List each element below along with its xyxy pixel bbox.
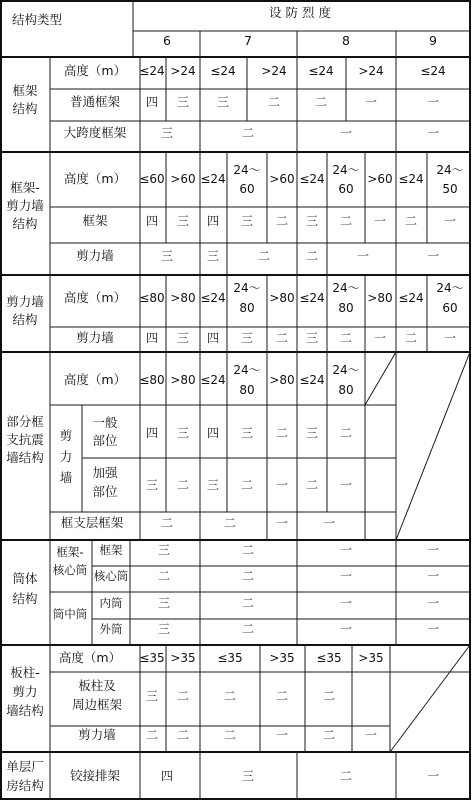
slab-h-0: ≤35 <box>139 651 165 665</box>
sw-g-3: 三 <box>240 331 254 345</box>
single-name-1: 单层厂 <box>6 759 44 774</box>
sw-g-9: 一 <box>443 331 457 345</box>
frame-name-1: 框架 <box>12 83 38 98</box>
slab-col-g-2: 二 <box>223 689 237 703</box>
partial-h-2: ≤24 <box>200 373 226 387</box>
fsw-frame-g-3: 三 <box>240 214 254 228</box>
sw-g-4: 二 <box>275 331 289 345</box>
frame-regular-g-0: 四 <box>145 95 159 109</box>
frame-name-2: 结构 <box>12 101 38 116</box>
slab-wall-g-5: 一 <box>364 728 378 742</box>
tube-g8-2: 一 <box>339 596 353 610</box>
partial-support-g-3: 一 <box>322 516 336 530</box>
tube-g7-1: 二 <box>241 569 255 583</box>
fsw-h-9: >60 <box>367 172 393 186</box>
sw-h-12: 60 <box>442 301 458 315</box>
tube-g7-0: 二 <box>241 543 255 557</box>
fsw-name-2: 剪力墙 <box>6 198 44 213</box>
partial-height-label: 高度（m） <box>63 372 127 387</box>
fsw-sw-g-1: 三 <box>206 249 220 263</box>
partial-general-g-0: 四 <box>145 426 159 440</box>
fsw-frame-g-5: 三 <box>305 214 319 228</box>
partial-general-g-3: 三 <box>240 426 254 440</box>
fsw-h-12: 50 <box>442 182 458 196</box>
partial-support-g-2: 一 <box>275 516 289 530</box>
partial-general-g-4: 二 <box>275 426 289 440</box>
partial-wall-2: 力 <box>59 449 73 464</box>
tube-g9-0: 一 <box>426 543 440 557</box>
fsw-sw-label: 剪力墙 <box>76 248 114 263</box>
partial-general-g-1: 三 <box>176 426 190 440</box>
tube-g8-3: 一 <box>339 622 353 636</box>
header-deg-6: 6 <box>163 33 171 48</box>
single-name-2: 房结构 <box>6 778 44 793</box>
fsw-frame-g-8: 二 <box>404 214 418 228</box>
single-g-0: 四 <box>160 769 174 783</box>
sw-h-7: 24～ <box>332 281 360 295</box>
partial-na-diagonal <box>396 352 470 540</box>
header-deg-8: 8 <box>342 33 350 48</box>
tube-g6-3: 三 <box>157 622 171 636</box>
slab-wall-g-2: 二 <box>223 728 237 742</box>
frame-h-2: ≤24 <box>210 64 236 78</box>
slab-wall-g-4: 二 <box>322 728 336 742</box>
sw-wall-label: 剪力墙 <box>76 330 114 345</box>
tube-g9-3: 一 <box>426 622 440 636</box>
fsw-h-2: ≤24 <box>200 172 226 186</box>
tube-frame-label: 框架 <box>99 543 123 557</box>
tube-fc-1: 框架- <box>56 545 84 559</box>
frame-largespan-label: 大跨度框架 <box>63 125 127 140</box>
slab-na-diagonal <box>390 645 470 752</box>
partial-support-g-1: 二 <box>223 516 237 530</box>
slab-col-g-3: 二 <box>275 689 289 703</box>
partial-name-3: 墙结构 <box>6 450 44 465</box>
partial-general-2: 部位 <box>92 433 118 448</box>
slab-col-g-0: 三 <box>145 689 159 703</box>
slab-h-4: ≤35 <box>316 651 342 665</box>
sw-h-9: >80 <box>367 291 393 305</box>
partial-h-7: 24～ <box>332 363 360 377</box>
sw-h-11: 24～ <box>436 281 464 295</box>
sw-g-8: 二 <box>404 331 418 345</box>
slab-height-label: 高度（m） <box>58 650 122 665</box>
slab-wall-g-1: 二 <box>176 728 190 742</box>
frame-regular-g-3: 二 <box>267 95 281 109</box>
partial-strong-g-6: 一 <box>339 478 353 492</box>
frame-largespan-g-0: 三 <box>160 126 174 140</box>
frame-h-6: ≤24 <box>420 64 446 78</box>
sw-h-6: ≤24 <box>299 291 325 305</box>
partial-strong-g-1: 二 <box>176 478 190 492</box>
partial-strong-g-4: 一 <box>275 478 289 492</box>
fsw-h-11: 24～ <box>436 163 464 177</box>
frame-regular-g-4: 二 <box>314 95 328 109</box>
partial-strong-g-0: 三 <box>145 478 159 492</box>
tube-fc-2: 核心筒 <box>52 563 88 577</box>
slab-wall-label: 剪力墙 <box>78 727 116 742</box>
sw-name-2: 结构 <box>12 312 38 327</box>
frame-largespan-g-2: 一 <box>339 126 353 140</box>
fsw-h-1: >60 <box>170 172 196 186</box>
tube-outer-label: 外筒 <box>99 622 123 636</box>
slab-h-1: >35 <box>170 651 196 665</box>
partial-h-1: >80 <box>170 373 196 387</box>
partial-support-label: 框支层框架 <box>60 515 124 530</box>
tube-tt: 筒中筒 <box>52 607 88 621</box>
slab-col-g-1: 二 <box>176 689 190 703</box>
fsw-frame-g-7: 一 <box>373 214 387 228</box>
fsw-h-7: 24～ <box>332 163 360 177</box>
slab-col-g-4: 二 <box>322 689 336 703</box>
sw-h-3: 24～ <box>233 281 261 295</box>
header-deg-9: 9 <box>429 33 437 48</box>
fsw-sw-g-4: 一 <box>356 249 370 263</box>
slab-wall-g-3: 一 <box>275 728 289 742</box>
sw-h-8: 80 <box>338 301 354 315</box>
tube-name-2: 结构 <box>12 591 38 606</box>
tube-name-1: 筒体 <box>12 571 38 586</box>
partial-h-3: 24～ <box>233 363 261 377</box>
partial-name-1: 部分框 <box>6 414 44 429</box>
sw-h-4: 80 <box>239 301 255 315</box>
tube-g7-2: 二 <box>241 596 255 610</box>
partial-general-g-6: 二 <box>339 426 353 440</box>
fsw-frame-g-4: 二 <box>275 214 289 228</box>
fsw-h-5: >60 <box>269 172 295 186</box>
partial-name-2: 支抗震 <box>6 432 44 447</box>
tube-g8-0: 一 <box>339 543 353 557</box>
frame-h-5: >24 <box>358 64 384 78</box>
tube-g6-2: 三 <box>157 596 171 610</box>
sw-g-6: 二 <box>339 331 353 345</box>
tube-g7-3: 二 <box>241 622 255 636</box>
fsw-sw-g-3: 二 <box>305 249 319 263</box>
tube-g6-0: 三 <box>157 543 171 557</box>
partial-h-4: 80 <box>239 383 255 397</box>
fsw-sw-g-5: 一 <box>426 249 440 263</box>
slab-wall-g-0: 二 <box>145 728 159 742</box>
frame-regular-g-2: 三 <box>216 95 230 109</box>
partial-strong-g-2: 三 <box>206 478 220 492</box>
partial-strong-2: 部位 <box>92 484 118 499</box>
single-hinged-label: 铰接排架 <box>69 768 121 783</box>
partial-support-g-0: 二 <box>160 516 174 530</box>
fsw-name-3: 结构 <box>12 216 38 231</box>
slab-h-2: ≤35 <box>217 651 243 665</box>
header-intensity: 设 防 烈 度 <box>269 5 331 20</box>
slab-h-5: >35 <box>358 651 384 665</box>
sw-g-0: 四 <box>145 331 159 345</box>
partial-wall-1: 剪 <box>59 428 73 443</box>
partial-h-0: ≤80 <box>139 373 165 387</box>
sw-g-1: 三 <box>176 331 190 345</box>
frame-h-3: >24 <box>261 64 287 78</box>
sw-h-0: ≤80 <box>139 291 165 305</box>
partial-h-8: 80 <box>338 383 354 397</box>
fsw-h-8: 60 <box>338 182 354 196</box>
partial-general-1: 一般 <box>92 415 118 430</box>
single-g-3: 一 <box>426 769 440 783</box>
partial-wall-3: 墙 <box>59 470 73 485</box>
sw-h-10: ≤24 <box>398 291 424 305</box>
fsw-frame-g-6: 二 <box>339 214 353 228</box>
sw-h-1: >80 <box>170 291 196 305</box>
single-g-2: 二 <box>339 769 353 783</box>
slab-h-3: >35 <box>269 651 295 665</box>
fsw-frame-g-1: 三 <box>176 214 190 228</box>
sw-name-1: 剪力墙 <box>6 294 44 309</box>
partial-general-g-5: 三 <box>305 426 319 440</box>
partial-strong-g-5: 二 <box>305 478 319 492</box>
sw-g-2: 四 <box>206 331 220 345</box>
tube-core-label: 核心筒 <box>93 569 129 583</box>
partial-strong-1: 加强 <box>92 465 118 480</box>
fsw-frame-g-9: 一 <box>443 214 457 228</box>
frame-regular-g-6: 一 <box>426 95 440 109</box>
slab-col-1: 板柱及 <box>78 678 116 693</box>
fsw-sw-g-0: 三 <box>160 249 174 263</box>
frame-regular-label: 普通框架 <box>69 94 121 109</box>
frame-h-4: ≤24 <box>308 64 334 78</box>
frame-regular-g-5: 一 <box>364 95 378 109</box>
header-struct-type: 结构类型 <box>12 12 63 27</box>
fsw-name-1: 框架- <box>10 180 40 195</box>
slab-col-2: 周边框架 <box>71 697 123 712</box>
fsw-h-4: 60 <box>239 182 255 196</box>
slab-name-1: 板柱- <box>10 665 40 680</box>
tube-g8-1: 一 <box>339 569 353 583</box>
tube-g9-2: 一 <box>426 596 440 610</box>
partial-general-g-2: 四 <box>206 426 220 440</box>
fsw-h-3: 24～ <box>233 163 261 177</box>
fsw-height-label: 高度（m） <box>63 171 127 186</box>
frame-largespan-g-3: 一 <box>426 126 440 140</box>
sw-g-7: 一 <box>373 331 387 345</box>
frame-height-label: 高度（m） <box>63 63 127 78</box>
sw-height-label: 高度（m） <box>63 290 127 305</box>
slab-name-3: 墙结构 <box>6 703 44 718</box>
tube-inner-label: 内筒 <box>99 596 123 610</box>
fsw-h-0: ≤60 <box>139 172 165 186</box>
slab-name-2: 剪力 <box>12 684 38 699</box>
partial-strong-g-3: 二 <box>240 478 254 492</box>
tube-g9-1: 一 <box>426 569 440 583</box>
fsw-frame-g-2: 四 <box>206 214 220 228</box>
sw-g-5: 三 <box>305 331 319 345</box>
fsw-frame-g-0: 四 <box>145 214 159 228</box>
partial-h-6: ≤24 <box>299 373 325 387</box>
header-deg-7: 7 <box>244 33 252 48</box>
frame-largespan-g-1: 二 <box>241 126 255 140</box>
fsw-h-6: ≤24 <box>299 172 325 186</box>
fsw-frame-label: 框架 <box>82 213 108 228</box>
single-g-1: 三 <box>241 769 255 783</box>
tube-g6-1: 二 <box>157 569 171 583</box>
frame-h-0: ≤24 <box>139 64 165 78</box>
partial-h-5: >80 <box>269 373 295 387</box>
frame-regular-g-1: 三 <box>176 95 190 109</box>
fsw-h-10: ≤24 <box>398 172 424 186</box>
table-grid <box>1 1 470 799</box>
sw-h-2: ≤24 <box>200 291 226 305</box>
frame-h-1: >24 <box>170 64 196 78</box>
sw-h-5: >80 <box>269 291 295 305</box>
fsw-sw-g-2: 二 <box>257 249 271 263</box>
